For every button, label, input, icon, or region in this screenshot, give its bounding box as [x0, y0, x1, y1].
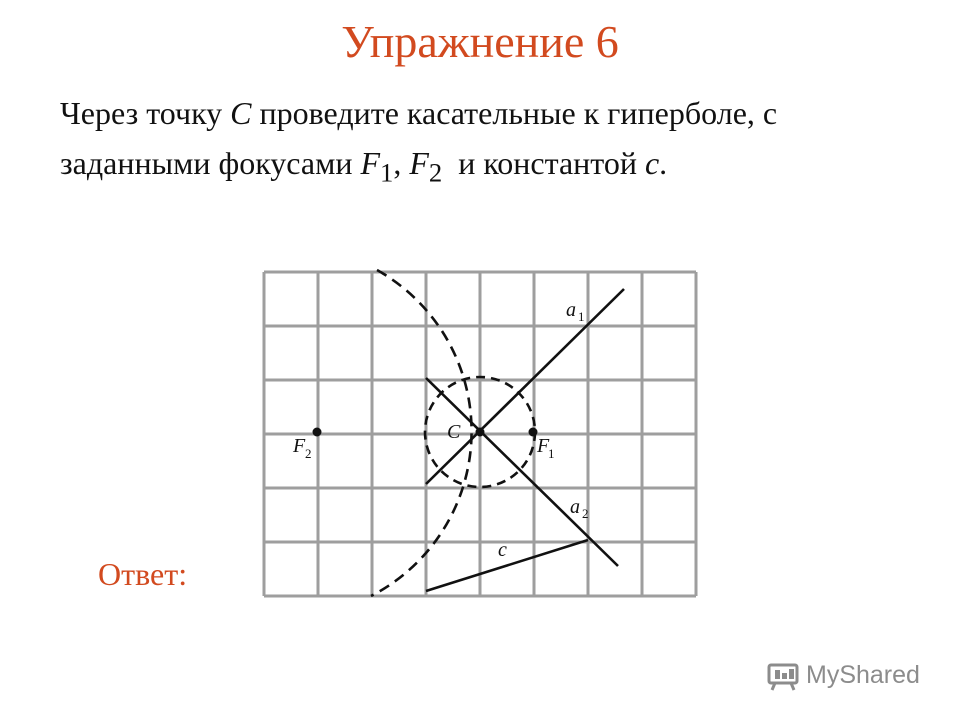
- tangent-line-a1: [426, 289, 624, 484]
- problem-text: проведите касательные к гиперболе, с: [251, 95, 778, 131]
- focus-f1-ref: F: [360, 145, 380, 181]
- label-line-a1-sub: 1: [578, 309, 585, 324]
- label-point-c: C: [447, 421, 461, 443]
- focus-f2-point: [313, 428, 322, 437]
- problem-text: заданными фокусами: [60, 145, 361, 181]
- label-line-a2: a: [570, 496, 580, 518]
- label-focus-f2-sub: 2: [305, 446, 312, 461]
- presentation-board-icon: [766, 658, 800, 692]
- point-c: [476, 428, 485, 437]
- focus-f2-ref: F: [409, 145, 429, 181]
- label-line-a2-sub: 2: [582, 506, 589, 521]
- label-focus-f1: F: [537, 435, 550, 457]
- focus-f1-subscript: 1: [380, 157, 394, 188]
- problem-text: ,: [393, 145, 410, 181]
- problem-text: и константой: [442, 145, 645, 181]
- constant-segment-c: [426, 540, 588, 591]
- problem-text: .: [659, 145, 668, 181]
- watermark: [766, 654, 920, 696]
- focus-f2-subscript: 2: [428, 157, 443, 188]
- label-line-a1: a: [566, 299, 576, 321]
- slide-title: Упражнение 6: [341, 16, 619, 67]
- label-constant-c: c: [498, 539, 507, 561]
- watermark-text: MyShared: [806, 660, 920, 689]
- constant-c-ref: c: [644, 145, 660, 181]
- label-focus-f2: F: [293, 435, 306, 457]
- problem-text: Через точку: [60, 95, 231, 131]
- point-c-ref: C: [230, 95, 252, 131]
- answer-label: Ответ:: [98, 556, 188, 592]
- label-focus-f1-sub: 1: [548, 446, 555, 461]
